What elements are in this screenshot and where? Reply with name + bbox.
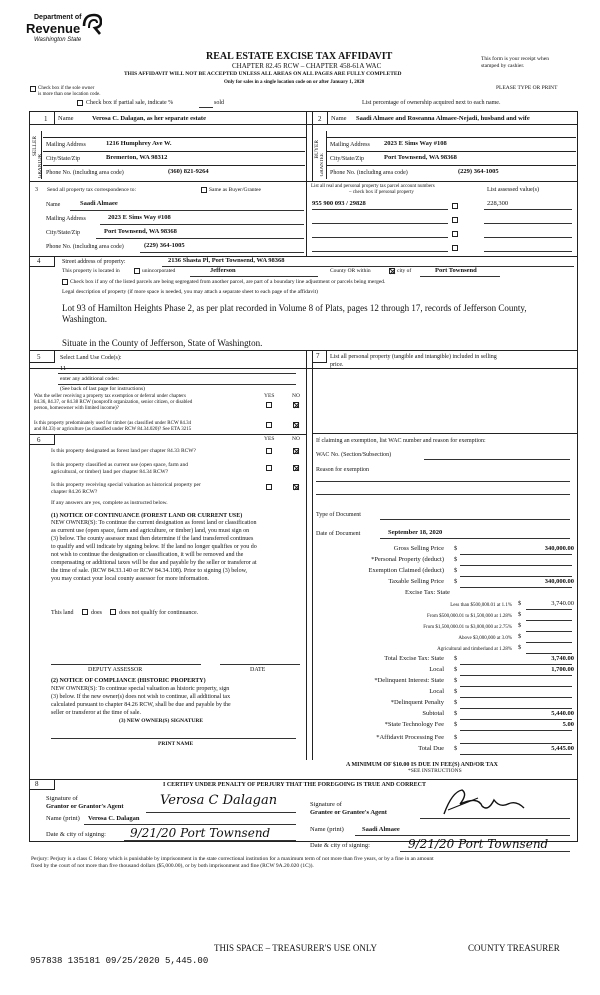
taxable-label: Taxable Selling Price — [388, 578, 444, 585]
county-or-label: County OR within — [330, 268, 371, 274]
divider — [327, 111, 328, 124]
type-document-field[interactable] — [380, 519, 570, 520]
excise-state-label: Excise Tax: State — [405, 589, 450, 596]
buyer-side-label-2: GRANTEE — [320, 153, 325, 177]
corr-mailing-field[interactable]: 2023 E Sims Way #108 — [108, 214, 171, 221]
land-use-q1-b: 84.36, 84.37, or 84.38 RCW (nonprofit organization, senior citizen, or disabled — [34, 400, 193, 405]
divider — [54, 256, 55, 266]
partial-sale-percent-field[interactable] — [199, 107, 213, 108]
grantee-print-name[interactable]: Saadi Almaee — [362, 826, 400, 833]
land-use-q2-b: and 84.33) or agriculture (as classified under RCW 84.34.020)? See ETA 3215 — [34, 427, 192, 432]
buyer-section-number: 2 — [318, 115, 322, 123]
divider — [54, 111, 55, 124]
divider — [29, 779, 577, 780]
divider — [460, 587, 572, 588]
see-instructions-note: *SEE INSTRUCTIONS — [408, 768, 462, 774]
personal-property-checkbox-2[interactable] — [452, 217, 458, 223]
delinquent-state-label: *Delinquent Interest: State — [374, 677, 444, 684]
dollar-sign: $ — [454, 721, 458, 728]
minimum-fee-note: A MINIMUM OF $10.00 IS DUE IN FEE(S) AND/OR TAX — [346, 762, 498, 768]
dollar-sign: $ — [518, 611, 522, 618]
seller-phone-field[interactable]: (360) 821-9264 — [168, 168, 209, 175]
sec6-q1: Is this property designated as forest land per chapter 84.33 RCW? — [51, 448, 196, 454]
location-section-number: 4 — [37, 257, 41, 265]
exemption-claimed-field[interactable] — [460, 576, 572, 577]
additional-codes-label: enter any additional codes: — [60, 376, 120, 382]
divider — [58, 373, 296, 374]
delinquent-penalty-field[interactable] — [460, 708, 572, 709]
unincorporated-label: unincorporated — [142, 268, 176, 274]
divider — [460, 664, 572, 665]
assessed-value-1[interactable]: 228,300 — [487, 200, 509, 207]
type-or-print: PLEASE TYPE OR PRINT — [496, 85, 558, 91]
tier1-label: Less than $500,000.01 at 1.1% — [450, 603, 512, 608]
tier2-label: From $500,000.01 to $1,500,000 at 1.28% — [427, 614, 512, 619]
divider — [190, 276, 318, 277]
date-document-field[interactable]: September 18, 2020 — [388, 529, 443, 536]
receipt-note-2: stamped by cashier. — [481, 63, 525, 69]
buyer-mailing-label: Mailing Address — [330, 142, 370, 148]
reason-label: Reason for exemption — [316, 467, 369, 473]
dollar-sign: $ — [454, 734, 458, 741]
land-use-q1-c: person, homeowner with limited income)? — [34, 406, 119, 411]
divider — [306, 350, 307, 760]
type-document-label: Type of Document — [316, 512, 361, 518]
if-any-yes: If any answers are yes, complete as instructed below. — [51, 500, 168, 506]
notice-1-line: not wish to continue the designation or classification, it will be removed and the — [51, 552, 244, 558]
total-due-label: Total Due — [418, 745, 444, 752]
historic-no-checkbox[interactable] — [293, 484, 299, 490]
correspondence-section-number: 3 — [35, 187, 38, 193]
logo-line-3: Washington State — [34, 37, 82, 43]
new-owner-signature-label: (3) NEW OWNER(S) SIGNATURE — [119, 718, 203, 724]
divider — [327, 137, 576, 138]
notice-2-line: (3) below. If the new owner(s) does not wish to continue, all additional tax — [51, 694, 231, 700]
legal-description-line-2[interactable]: Washington. — [62, 314, 108, 324]
sec6-q2-a: Is this property classified as current use (open space, farm and — [51, 462, 188, 468]
corr-phone-field[interactable]: (229) 364-1005 — [144, 242, 185, 249]
sec6-number: 6 — [37, 436, 41, 444]
assessed-header: List assessed value(s) — [487, 187, 539, 193]
dollar-sign: $ — [454, 710, 458, 717]
q2-yes-checkbox[interactable] — [266, 422, 272, 428]
divider — [58, 384, 296, 385]
forest-no-checkbox[interactable] — [293, 448, 299, 454]
corr-city-label: City/State/Zip — [46, 230, 80, 236]
parcel-header-2: – check box if personal property — [349, 190, 414, 195]
assessed-field-line — [484, 237, 572, 238]
divider — [43, 151, 305, 152]
grantor-date-city[interactable]: 9/21/20 Port Townsend — [130, 826, 271, 840]
sec6-q2-b: agricultural, or timber) land per chapter 84.34 RCW? — [51, 469, 169, 475]
dollar-sign: $ — [518, 600, 522, 607]
dollar-sign: $ — [518, 622, 522, 629]
q1-yes-checkbox[interactable] — [266, 402, 272, 408]
seller-city-field[interactable]: Bremerton, WA 98312 — [106, 154, 168, 161]
seller-side-label-2: GRANTOR — [38, 154, 43, 179]
personal-property-label: *Personal Property (deduct) — [371, 556, 444, 563]
subtotal-value[interactable]: 5,440.00 — [551, 710, 574, 717]
forest-yes-checkbox[interactable] — [266, 448, 272, 454]
divider — [327, 151, 576, 152]
sold-label: sold — [214, 100, 225, 106]
seller-name-label: Name — [58, 115, 74, 122]
parcel-field-line — [312, 223, 448, 224]
see-back-label: (See back of last page for instructions) — [60, 386, 145, 392]
same-as-buyer-label: Same as Buyer/Grantee — [209, 187, 261, 193]
treasurer-use-label: THIS SPACE – TREASURER'S USE ONLY — [214, 943, 378, 953]
land-use-section-number: 5 — [37, 353, 41, 361]
total-state-value[interactable]: 3,740.00 — [551, 655, 574, 662]
seller-name[interactable]: Verosa C. Dalagan, as her separate estate — [92, 115, 206, 122]
revenue-logo-icon — [80, 12, 102, 36]
corr-name-label: Name — [46, 202, 61, 208]
divider — [460, 675, 572, 676]
sec7-number: 7 — [316, 352, 320, 360]
same-as-buyer-checkbox[interactable] — [201, 187, 207, 193]
divider — [43, 137, 307, 138]
divider — [420, 276, 500, 277]
notice-2-line: NEW OWNER(S): To continue special valuation as historic property, sign — [51, 686, 230, 692]
assessed-field-line — [484, 251, 572, 252]
divider — [140, 252, 304, 253]
divider — [460, 754, 572, 755]
no-header: NO — [292, 393, 300, 399]
tier3-label: From $1,500,000.01 to $3,000,000 at 2.75% — [423, 625, 512, 630]
dollar-sign: $ — [518, 644, 522, 651]
notice-1-line: (3) below. The county assessor must then determine if the land transferred continues — [51, 536, 254, 542]
sec6-q3-b: chapter 84.26 RCW? — [51, 489, 98, 495]
parcel-field-line — [312, 251, 448, 252]
divider — [29, 256, 577, 257]
divider — [312, 111, 313, 181]
divider — [460, 730, 572, 731]
land-use-q2-a: Is this property predominately used for timber (as classified under RCW 84.34 — [34, 421, 192, 426]
corr-city-field[interactable]: Port Townsend, WA 98368 — [104, 228, 177, 235]
grantee-date-city[interactable]: 9/21/20 Port Townsend — [408, 837, 549, 851]
perjury-line-1: Perjury: Perjury is a class C felony which is punishable by imprisonment in the state correctional institution for a maximum term of not more than five years, or by a fine in an amount — [31, 856, 434, 862]
correspondence-label: Send all property tax correspondence to: — [47, 187, 137, 193]
divider — [306, 111, 307, 181]
segregated-checkbox[interactable] — [62, 279, 68, 285]
grantor-signature-label-2: Grantor or Grantor's Agent — [46, 803, 124, 810]
county-field[interactable]: Jefferson — [210, 267, 236, 274]
partial-sale-checkbox[interactable] — [77, 100, 83, 106]
seller-side-label: SELLER — [32, 136, 38, 157]
delinquent-local-field[interactable] — [460, 697, 572, 698]
grantee-signature-label-1: Signature of — [310, 801, 342, 808]
legal-description-line-1[interactable]: Lot 93 of Hamilton Heights Phase 2, as per plat recorded in Volume 8 of Plats, pages 12 through 17, records of Jefferson County, — [62, 303, 527, 313]
divider — [29, 444, 55, 445]
date-document-label: Date of Document — [316, 531, 361, 537]
divider — [54, 779, 55, 789]
does-label: does — [91, 610, 102, 616]
notice-1-line: the time of sale. (RCW 84.33.140 or RCW 84.34.108). Prior to signing (3) below, — [51, 568, 248, 574]
deputy-assessor-label: DEPUTY ASSESSOR — [88, 667, 143, 673]
date-label: DATE — [250, 667, 266, 673]
notice-1-line: compensating or additional taxes will be due and payable by the seller or transferor at — [51, 560, 257, 566]
dollar-sign: $ — [454, 578, 458, 585]
dollar-sign: $ — [518, 633, 522, 640]
divider — [460, 719, 572, 720]
grantee-signature[interactable] — [438, 786, 528, 818]
tier5-label: Agricultural and timberland at 1.28% — [437, 647, 512, 652]
divider — [29, 434, 307, 435]
delinquent-state-field[interactable] — [460, 686, 572, 687]
divider — [420, 818, 570, 819]
assessed-field-line — [484, 209, 572, 210]
historic-yes-checkbox[interactable] — [266, 484, 272, 490]
divider — [460, 554, 572, 555]
page-title: REAL ESTATE EXCISE TAX AFFIDAVIT — [206, 51, 393, 62]
divider — [124, 840, 296, 841]
dollar-sign: $ — [454, 545, 458, 552]
parcel-field-line — [312, 237, 448, 238]
divider — [312, 362, 327, 363]
seller-phone-label: Phone No. (including area code) — [46, 170, 124, 176]
sec7-label-1: List all personal property (tangible and intangible) included in selling — [330, 354, 497, 360]
logo-line-1: Department of — [34, 14, 82, 21]
subtotal-label: Subtotal — [422, 710, 444, 717]
divider — [29, 266, 55, 267]
sec6-yes-header: YES — [264, 436, 275, 442]
personal-property-checkbox-3[interactable] — [452, 231, 458, 237]
notice-1-line: you may contact your local county assessor for more information. — [51, 576, 209, 582]
tier4-label: Above $3,000,000 at 3.0% — [458, 636, 512, 641]
seller-mailing-label: Mailing Address — [46, 142, 86, 148]
unincorporated-checkbox[interactable] — [134, 268, 140, 274]
city-of-label: city of — [397, 268, 412, 274]
grantor-date-label: Date & city of signing: — [46, 831, 106, 838]
this-land-label: This land — [51, 610, 74, 616]
divider — [306, 181, 307, 256]
new-owner-signature-line[interactable] — [51, 738, 296, 739]
sole-owner-label-2: is more than one location code. — [38, 92, 101, 97]
seller-section-number: 1 — [44, 115, 48, 123]
seller-city-label: City/State/Zip — [46, 156, 80, 162]
legal-description-line-3[interactable]: Situate in the County of Jefferson, State of Washington. — [62, 338, 263, 348]
corr-name-field[interactable]: Saadi Almaee — [80, 200, 118, 207]
receipt-note-1: This form is your receipt when — [481, 56, 549, 62]
city-field[interactable]: Port Townsend — [435, 267, 477, 274]
located-in-label: This property is located in — [62, 268, 120, 274]
divider — [355, 835, 570, 836]
tier1-value[interactable]: 3,740.00 — [551, 600, 574, 607]
exemption-claimed-label: Exemption Claimed (deduct) — [368, 567, 444, 574]
certify-statement: I CERTIFY UNDER PENALTY OF PERJURY THAT THE FOREGOING IS TRUE AND CORRECT — [163, 782, 426, 788]
local-label: Local — [429, 666, 444, 673]
sub-note: Only for sales in a single location code on or after January 1, 2020 — [224, 80, 365, 85]
within-city-checkbox[interactable] — [389, 268, 395, 274]
tech-fee-value[interactable]: 5.00 — [562, 721, 574, 728]
personal-property-field[interactable] — [460, 565, 572, 566]
notice-2-line: calculated pursuant to chapter 84.26 RCW, shall be due and payable by the — [51, 702, 231, 708]
land-does-checkbox[interactable] — [82, 609, 88, 615]
grantor-signature[interactable]: Verosa C Dalagan — [160, 793, 278, 808]
taxable-value[interactable]: 340,000.00 — [544, 578, 574, 585]
divider — [29, 789, 55, 790]
street-label: Street address of property: — [62, 259, 126, 265]
delinquent-penalty-label: *Delinquent Penalty — [390, 699, 444, 706]
divider — [54, 434, 55, 444]
tier4-field[interactable] — [526, 642, 572, 643]
dollar-sign: $ — [454, 688, 458, 695]
divider — [54, 350, 55, 362]
sec6-q3-a: Is this property receiving special valuation as historical property per — [51, 482, 201, 488]
tech-fee-label: *State Technology Fee — [384, 721, 444, 728]
divider — [327, 165, 576, 166]
dollar-sign: $ — [454, 745, 458, 752]
segregated-label: Check box if any of the listed parcels are being segregated from another parcel, are part of a boundary line adjustment or parcels being merged. — [70, 279, 386, 285]
exemption-label: If claiming an exemption, list WAC number and reason for exemption: — [316, 438, 486, 444]
partial-sale-label: Check box if partial sale, indicate % — [86, 100, 174, 106]
divider — [146, 812, 296, 813]
notice-2-line: seller or transferor at the time of sale. — [51, 710, 141, 716]
assessed-field-line — [484, 223, 572, 224]
buyer-city-label: City/State/Zip — [330, 156, 364, 162]
buyer-name-label: Name — [331, 115, 347, 122]
divider — [100, 224, 304, 225]
divider — [70, 210, 304, 211]
seller-mailing-field[interactable]: 1216 Humphrey Ave W. — [106, 140, 172, 147]
deputy-date-line[interactable] — [220, 664, 300, 665]
land-does-not-checkbox[interactable] — [110, 609, 116, 615]
does-not-qualify-label: does not qualify for continuance. — [119, 610, 199, 616]
tier2-field[interactable] — [526, 620, 572, 621]
wac-label: WAC No. (Section/Subsection) — [316, 452, 392, 458]
logo-line-2: Revenue — [26, 21, 81, 36]
dollar-sign: $ — [454, 655, 458, 662]
grantee-print-label: Name (print) — [310, 826, 344, 833]
notice-1-title: (1) NOTICE OF CONTINUANCE (FOREST LAND OR CURRENT USE) — [51, 513, 243, 519]
parcel-number-1[interactable]: 955 900 093 / 29828 — [312, 200, 366, 207]
divider — [380, 538, 570, 539]
notice-2-title: (2) NOTICE OF COMPLIANCE (HISTORIC PROPERTY) — [51, 678, 206, 684]
dollar-sign: $ — [454, 567, 458, 574]
divider — [312, 350, 313, 760]
divider — [84, 824, 296, 825]
grantee-date-label: Date & city of signing: — [310, 842, 370, 849]
total-due-value[interactable]: 5,445.00 — [551, 745, 574, 752]
reason-field-line[interactable] — [316, 481, 570, 482]
grantee-signature-label-2: Grantee or Grantee's Agent — [310, 809, 387, 816]
sec8-number: 8 — [35, 780, 39, 788]
sec7-label-2: price. — [330, 362, 344, 368]
divider — [96, 238, 304, 239]
current-use-no-checkbox[interactable] — [293, 465, 299, 471]
personal-property-checkbox-4[interactable] — [452, 245, 458, 251]
chapter-line: CHAPTER 82.45 RCW – CHAPTER 458-61A WAC — [232, 62, 382, 70]
dollar-sign: $ — [454, 699, 458, 706]
notice-1-line: NEW OWNER(S): To continue the current designation as forest land or classification — [51, 520, 257, 526]
reason-field-line[interactable] — [316, 494, 570, 495]
treasurer-stamp: 957838 135181 09/25/2020 5,445.00 — [30, 956, 209, 966]
q2-no-checkbox[interactable] — [293, 422, 299, 428]
street-address[interactable]: 2136 Shasta Pl, Port Townsend, WA 98368 — [168, 257, 285, 264]
legal-description-label: Legal description of property (if more space is needed, you may attach a separate sheet to each page of the affidavit) — [62, 289, 318, 295]
perjury-line-2: fixed by the court of not more than five thousand dollars ($5,000.00), or by both imprisonment and fine (RCW 9A.20.020 (1C)). — [31, 863, 314, 869]
buyer-side-label: BUYER — [314, 140, 320, 159]
grantor-print-name[interactable]: Verosa C. Dalagan — [88, 815, 140, 822]
grantor-signature-label-1: Signature of — [46, 795, 78, 802]
sole-owner-label-1: Check box if the sole owner — [38, 86, 95, 91]
tier5-field[interactable] — [526, 653, 572, 654]
affidavit-fee-field[interactable] — [460, 743, 572, 744]
divider — [526, 609, 572, 610]
divider — [43, 165, 305, 166]
land-use-code[interactable]: 11 — [60, 365, 67, 372]
notice-1-line: to qualify and will indicate by signing below. If the land no longer qualifies or you do — [51, 544, 257, 550]
land-use-label: Select Land Use Code(s): — [60, 355, 122, 361]
deputy-signature-line[interactable] — [51, 664, 201, 665]
affidavit-fee-label: *Affidavit Processing Fee — [376, 734, 444, 741]
notice-1-line: as current use (open space, farm and agriculture, or timber) land, you must sign on — [51, 528, 250, 534]
current-use-yes-checkbox[interactable] — [266, 465, 272, 471]
ownership-note: List percentage of ownership acquired next to each name. — [362, 100, 501, 106]
tier3-field[interactable] — [526, 631, 572, 632]
gross-value[interactable]: 340,000.00 — [544, 545, 574, 552]
divider — [29, 181, 577, 182]
sec6-no-header: NO — [292, 436, 300, 442]
divider — [312, 433, 577, 434]
buyer-mailing-field[interactable]: 2023 E Sims Way #108 — [384, 140, 447, 147]
buyer-name[interactable]: Saadi Almaee and Roseanna Almaee-Nejadi, husband and wife — [356, 115, 530, 122]
divider — [29, 124, 577, 125]
land-use-q1-a: Was the seller receiving a property tax exemption or deferral under chapters — [34, 394, 186, 399]
personal-property-checkbox-1[interactable] — [452, 203, 458, 209]
warning-line: THIS AFFIDAVIT WILL NOT BE ACCEPTED UNLESS ALL AREAS ON ALL PAGES ARE FULLY COMPLETED — [124, 71, 402, 77]
total-state-label: Total Excise Tax: State — [384, 655, 444, 662]
print-name-label: PRINT NAME — [158, 741, 194, 747]
local-value[interactable]: 1,700.00 — [551, 666, 574, 673]
parcel-header-1: List all real and personal property tax parcel account numbers — [311, 184, 435, 189]
q1-no-checkbox[interactable] — [293, 402, 299, 408]
dollar-sign: $ — [454, 666, 458, 673]
delinquent-local-label: Local — [429, 688, 444, 695]
yes-header: YES — [264, 393, 275, 399]
buyer-city-field[interactable]: Port Townsend, WA 98368 — [384, 154, 457, 161]
corr-phone-label: Phone No. (including area code) — [46, 244, 124, 250]
divider — [326, 131, 327, 179]
grantor-print-label: Name (print) — [46, 815, 80, 822]
divider — [400, 851, 570, 852]
parcel-field-line — [312, 209, 448, 210]
buyer-phone-label: Phone No. (including area code) — [330, 170, 408, 176]
divider — [326, 350, 327, 362]
county-treasurer-label: COUNTY TREASURER — [468, 943, 560, 953]
gross-label: Gross Selling Price — [393, 545, 444, 552]
buyer-phone-field[interactable]: (229) 364-1005 — [458, 168, 499, 175]
divider — [29, 362, 55, 363]
dollar-sign: $ — [454, 677, 458, 684]
sole-owner-checkbox[interactable] — [30, 86, 36, 92]
corr-mailing-label: Mailing Address — [46, 216, 86, 222]
dollar-sign: $ — [454, 556, 458, 563]
wac-field[interactable] — [424, 459, 570, 460]
form-top-frame — [29, 111, 578, 369]
